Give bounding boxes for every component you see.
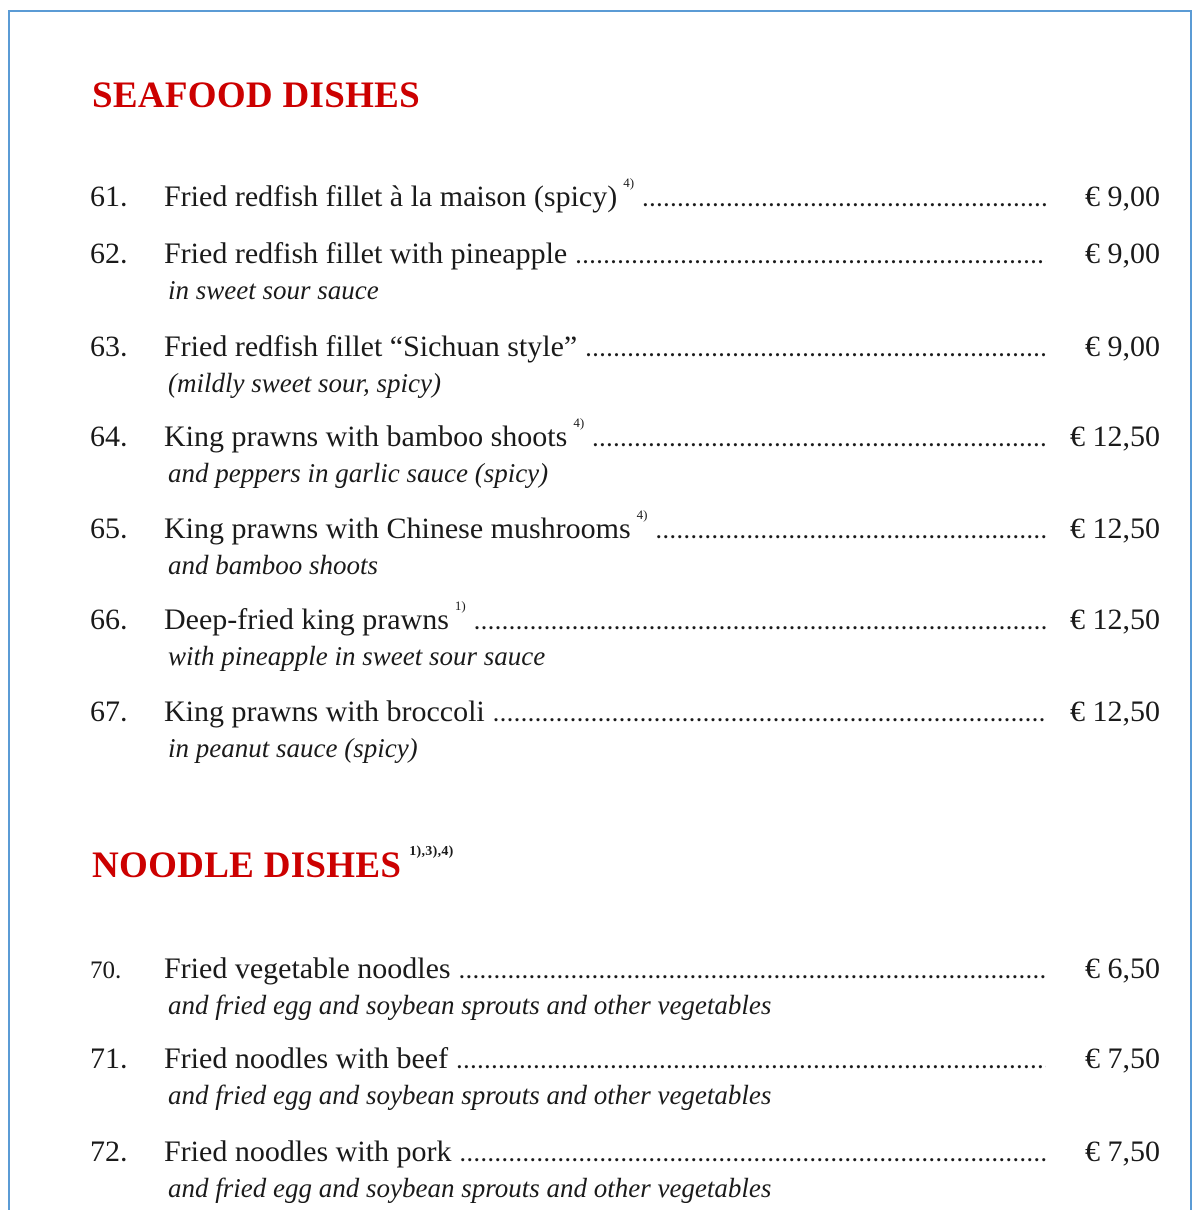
item-price: € 9,00 xyxy=(1085,330,1160,363)
item-name: Fried noodles with pork xyxy=(164,1135,452,1168)
dot-leader xyxy=(493,695,1046,728)
item-description: and fried egg and soybean sprouts and other vegetables xyxy=(168,1080,772,1110)
allergen-note: 4) xyxy=(636,507,648,522)
item-description: in peanut sauce (spicy) xyxy=(168,733,418,763)
item-description: and fried egg and soybean sprouts and other vegetables xyxy=(168,1173,772,1203)
dot-leader xyxy=(642,180,1046,213)
item-number: 64. xyxy=(90,420,128,453)
menu-item-70 xyxy=(90,952,1160,1021)
item-price: € 12,50 xyxy=(1070,420,1160,453)
item-description: and fried egg and soybean sprouts and other vegetables xyxy=(168,990,772,1020)
allergen-note: 4) xyxy=(623,175,635,190)
item-description: in sweet sour sauce xyxy=(168,275,379,305)
menu-item-67 xyxy=(90,695,1160,764)
menu-item-62 xyxy=(90,237,1160,306)
item-price: € 7,50 xyxy=(1085,1042,1160,1075)
item-price: € 6,50 xyxy=(1085,952,1160,985)
item-price: € 9,00 xyxy=(1085,180,1160,213)
item-number: 72. xyxy=(90,1135,128,1168)
dot-leader xyxy=(592,420,1046,453)
item-name: Fried noodles with beef xyxy=(164,1042,449,1075)
item-name: Fried vegetable noodles xyxy=(164,952,451,985)
item-number: 61. xyxy=(90,180,128,213)
item-price: € 12,50 xyxy=(1070,695,1160,728)
allergen-note: 4) xyxy=(573,415,585,430)
item-name: King prawns with Chinese mushrooms $^{4)}$ xyxy=(164,507,648,545)
dot-leader xyxy=(575,237,1046,270)
item-number: 65. xyxy=(90,512,128,545)
menu-item-72 xyxy=(90,1135,1160,1204)
item-name: Fried redfish fillet “Sichuan style” xyxy=(164,330,578,363)
dot-leader xyxy=(474,603,1046,636)
item-number: 62. xyxy=(90,237,128,270)
menu-item-71 xyxy=(90,1042,1160,1111)
menu-item-63 xyxy=(90,330,1160,399)
item-number: 70. xyxy=(90,957,122,984)
item-description: and bamboo shoots xyxy=(168,550,379,580)
item-number: 71. xyxy=(90,1042,128,1075)
menu-item-66 xyxy=(90,598,1160,672)
item-number: 66. xyxy=(90,603,128,636)
dot-leader xyxy=(459,952,1046,985)
dot-leader xyxy=(456,1042,1046,1075)
menu-item-61 xyxy=(90,175,1160,213)
item-price: € 9,00 xyxy=(1085,237,1160,270)
item-price: € 7,50 xyxy=(1085,1135,1160,1168)
item-number: 63. xyxy=(90,330,128,363)
allergen-note: 1) xyxy=(454,598,466,613)
item-name: King prawns with bamboo shoots $^{4)}$ xyxy=(164,415,585,453)
menu-item-65 xyxy=(90,507,1160,581)
menu-item-64 xyxy=(90,415,1160,489)
item-price: € 12,50 xyxy=(1070,512,1160,545)
dot-leader xyxy=(655,512,1046,545)
item-price: € 12,50 xyxy=(1070,603,1160,636)
dot-leader xyxy=(459,1135,1046,1168)
dot-leader xyxy=(585,330,1046,363)
item-description: and peppers in garlic sauce (spicy) xyxy=(168,458,549,488)
section-title-text: NOODLE DISHES xyxy=(92,845,402,886)
item-number: 67. xyxy=(90,695,128,728)
item-description: with pineapple in sweet sour sauce xyxy=(168,641,546,671)
section-allergen-note: 1),3),4) xyxy=(409,844,454,859)
item-name: Fried redfish fillet with pineapple xyxy=(164,237,568,270)
section-title-text: SEAFOOD DISHES xyxy=(92,75,421,116)
section-title-noodle xyxy=(92,844,454,886)
item-name: Deep-fried king prawns $^{1)}$ xyxy=(164,598,466,636)
section-title-seafood xyxy=(92,77,420,114)
item-description: (mildly sweet sour, spicy) xyxy=(168,368,441,398)
item-name: King prawns with broccoli xyxy=(164,695,485,728)
item-name: Fried redfish fillet à la maison (spicy) $^{4)}$ xyxy=(164,175,635,213)
